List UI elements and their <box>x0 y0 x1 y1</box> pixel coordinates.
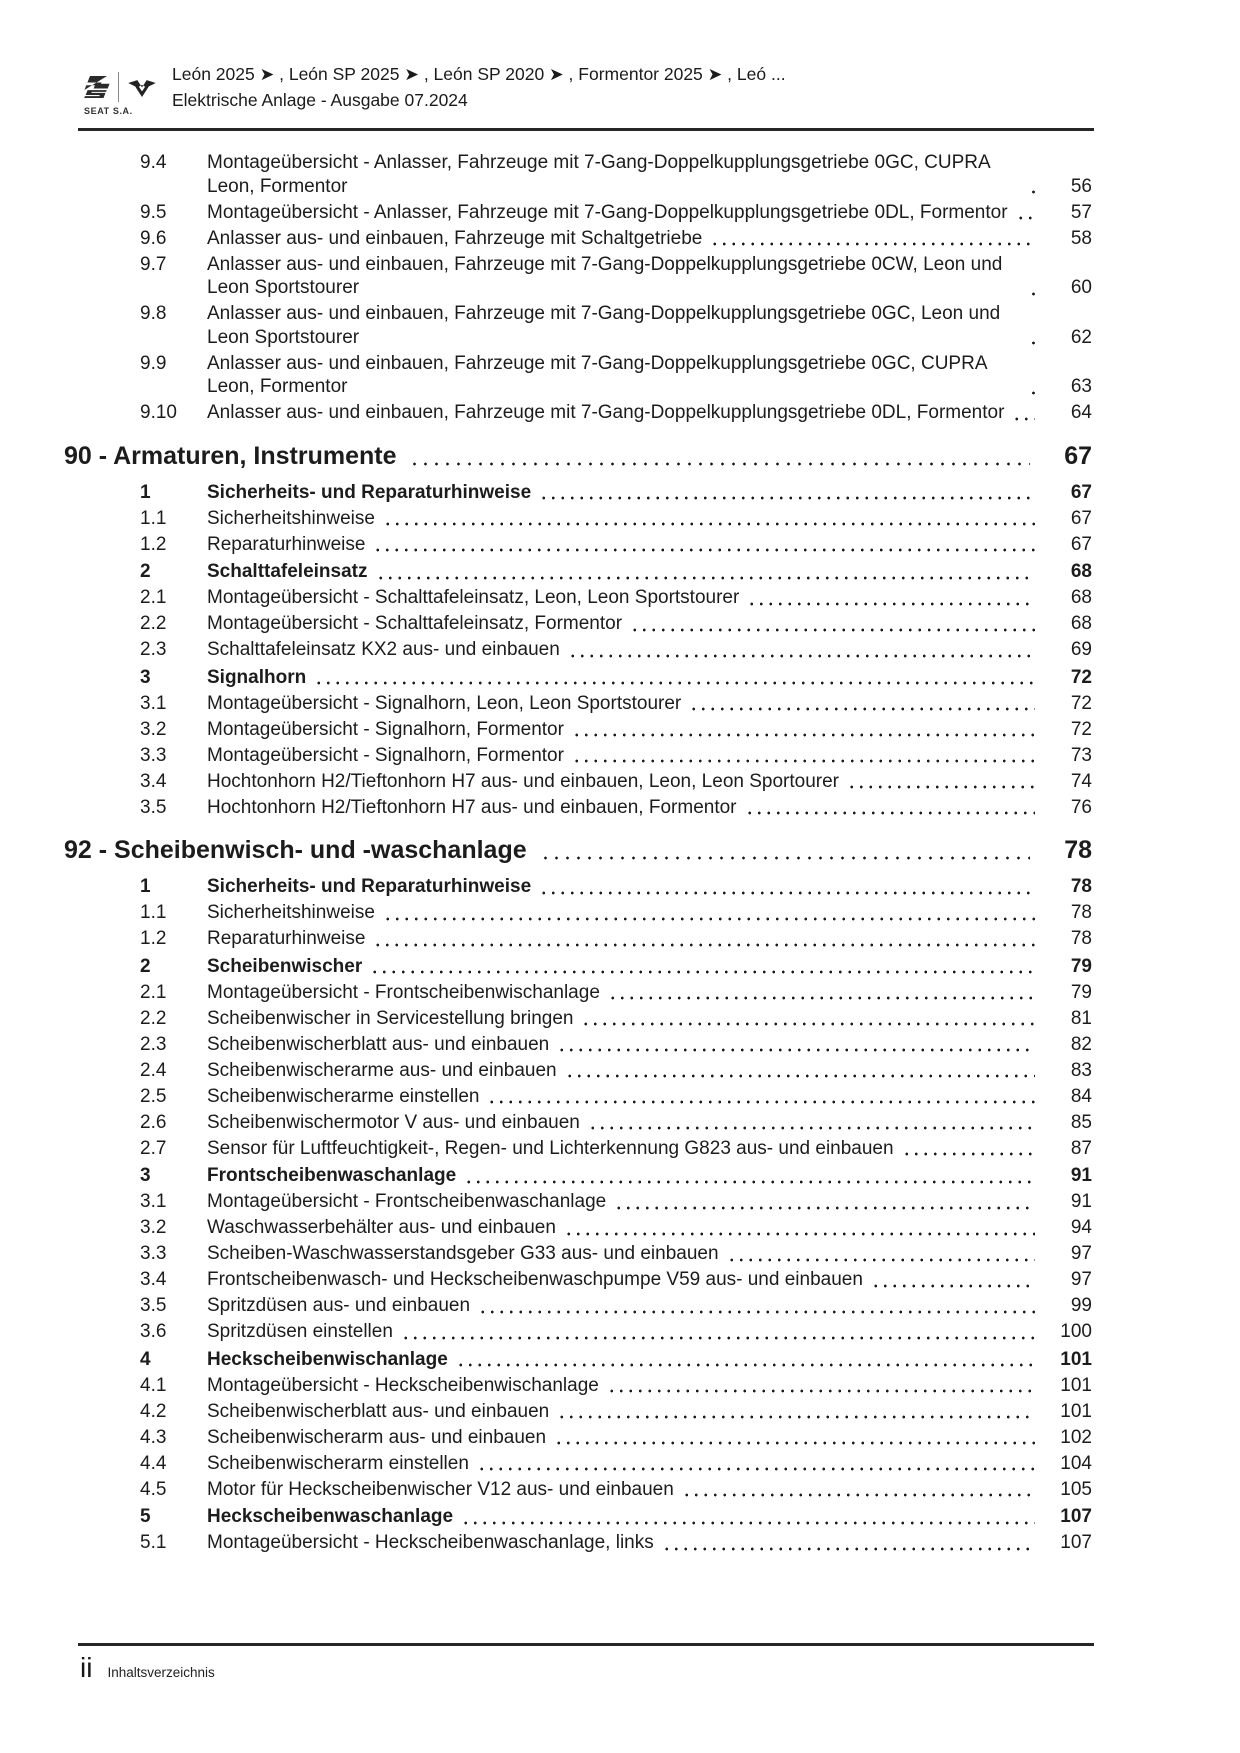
toc-entry-number: 9.9 <box>140 352 167 374</box>
toc-chapter-entry <box>64 441 1092 471</box>
toc-entry-page: 107 <box>1060 1506 1092 1527</box>
toc-entry <box>140 875 1092 899</box>
toc-entry-page: 91 <box>1070 1165 1092 1186</box>
toc-entry-number: 2.1 <box>140 587 167 608</box>
header-titles <box>172 62 1094 113</box>
toc-entry-page: 62 <box>1070 326 1092 348</box>
toc-entry-title: Montageübersicht - Signalhorn, Formentor <box>207 718 564 740</box>
toc-entry-title: Montageübersicht - Frontscheibenwischanlage <box>207 981 600 1003</box>
toc-entry-number: 2.4 <box>140 1059 167 1081</box>
dot-leader <box>611 1193 1035 1214</box>
cupra-logo-icon <box>127 74 157 100</box>
toc-entry-title: Schalttafeleinsatz KX2 aus- und einbauen <box>207 639 560 660</box>
toc-entry-number: 3.1 <box>140 692 167 714</box>
toc-entry <box>140 770 1092 794</box>
toc-entry-number: 1 <box>140 876 151 897</box>
dot-leader <box>453 1350 1035 1371</box>
toc-entry <box>140 586 1092 610</box>
toc-entry-number: 1 <box>140 481 151 503</box>
page-header <box>78 62 1094 116</box>
dot-leader <box>536 878 1035 899</box>
toc-entry-page: 76 <box>1070 796 1092 818</box>
toc-entry <box>140 1268 1092 1292</box>
toc-entry-title: Reparaturhinweise <box>207 533 366 555</box>
toc-entry <box>140 718 1092 742</box>
toc-entry-title: Sicherheits- und Reparaturhinweise <box>207 481 532 503</box>
toc-entry <box>140 481 1092 505</box>
toc-entry-title: Anlasser aus- und einbauen, Fahrzeuge mit 7-Gang-Doppelkupplungsgetriebe 0GC, Leon und Leon Sportstourer <box>207 303 1001 348</box>
toc-entry-title: Hochtonhorn H2/Tieftonhorn H7 aus- und einbauen, Leon, Leon Sportourer <box>207 770 840 792</box>
toc-chapter-title: 92 - Scheibenwisch- und -waschanlage <box>64 836 527 864</box>
toc-entry-number: 3.5 <box>140 796 167 818</box>
toc-entry <box>140 927 1092 951</box>
toc-entry-page: 58 <box>1070 227 1092 249</box>
dot-leader <box>458 1508 1035 1529</box>
toc-entry-title: Montageübersicht - Anlasser, Fahrzeuge mit 7-Gang-Doppelkupplungsgetriebe 0GC, CUPRA Leon, Formentor <box>207 152 990 197</box>
manual-title: Elektrische Anlage - Ausgabe 07.2024 <box>172 89 468 110</box>
toc-entry-page: 72 <box>1070 692 1092 714</box>
toc-entry-page: 107 <box>1060 1532 1092 1553</box>
dot-leader <box>554 1402 1035 1423</box>
toc-entry-page: 97 <box>1070 1243 1092 1264</box>
toc-entry-page: 63 <box>1070 376 1092 397</box>
toc-entry-title: Hochtonhorn H2/Tieftonhorn H7 aus- und einbauen, Formentor <box>207 796 737 818</box>
toc-entry-number: 4.5 <box>140 1478 167 1500</box>
toc-entry <box>140 638 1092 662</box>
toc-entry-title: Montageübersicht - Signalhorn, Formentor <box>207 744 564 766</box>
toc-entry-page: 84 <box>1070 1085 1092 1107</box>
toc-entry-page: 102 <box>1060 1426 1092 1448</box>
toc-entry-title: Heckscheibenwaschanlage <box>207 1506 454 1527</box>
toc-entry-number: 4.4 <box>140 1452 167 1474</box>
dot-leader <box>1025 378 1035 399</box>
toc-entry-title: Anlasser aus- und einbauen, Fahrzeuge mit 7-Gang-Doppelkupplungsgetriebe 0CW, Leon und Leon Sportstourer <box>207 253 1003 298</box>
toc-entry-title: Scheibenwischerarme aus- und einbauen <box>207 1059 557 1081</box>
toc-entry-title: Scheibenwischerarm aus- und einbauen <box>207 1426 547 1448</box>
toc-entry-number: 1.2 <box>140 928 167 949</box>
toc-chapter-title: 90 - Armaturen, Instrumente <box>64 441 397 470</box>
toc-entry <box>140 1007 1092 1031</box>
toc-entry <box>140 401 1092 425</box>
dot-leader <box>475 1297 1035 1318</box>
toc-entry <box>140 560 1092 584</box>
toc-entry-page: 78 <box>1070 902 1092 923</box>
vehicle-models-title: León 2025 ➤ , León SP 2025 ➤ , León SP 2020 ➤ , Formentor 2025 ➤ , Leó ... <box>172 64 786 84</box>
toc-entry-page: 73 <box>1070 744 1092 766</box>
toc-entry <box>140 1505 1092 1529</box>
brand-block <box>84 74 168 116</box>
toc-entry-page: 83 <box>1070 1059 1092 1081</box>
toc-entry-number: 9.5 <box>140 201 167 223</box>
dot-leader <box>1009 404 1035 425</box>
toc-entry-title: Scheibenwischermotor V aus- und einbauen <box>207 1111 580 1133</box>
toc-entry-page: 97 <box>1070 1269 1092 1290</box>
dot-leader <box>536 839 1030 865</box>
toc-entry-page: 72 <box>1070 666 1092 688</box>
dot-leader <box>370 535 1035 556</box>
dot-leader <box>742 798 1036 819</box>
toc-entry <box>140 955 1092 979</box>
dot-leader <box>569 746 1035 767</box>
toc-entry-number: 9.10 <box>140 402 177 423</box>
toc-entry <box>140 744 1092 768</box>
toc-entry-title: Scheibenwischerarme einstellen <box>207 1085 480 1107</box>
toc-entry-title: Scheibenwischerblatt aus- und einbauen <box>207 1400 550 1422</box>
toc-entry-page: 56 <box>1070 175 1092 197</box>
toc-entry <box>140 1059 1092 1083</box>
company-name: SEAT S.A. <box>84 106 133 116</box>
dot-leader <box>604 1376 1035 1397</box>
dot-leader <box>380 904 1035 925</box>
toc-entry-number: 9.6 <box>140 227 167 249</box>
toc-entry-page: 101 <box>1060 1374 1092 1396</box>
toc-entry <box>140 1531 1092 1555</box>
toc-entry-page: 57 <box>1070 201 1092 223</box>
toc-entry-title: Montageübersicht - Heckscheibenwaschanlage, links <box>207 1532 654 1553</box>
dot-leader <box>380 509 1035 530</box>
toc-entry <box>140 1478 1092 1502</box>
toc-entry-page: 85 <box>1070 1111 1092 1133</box>
toc-entry-title: Schalttafeleinsatz <box>207 561 368 582</box>
dot-leader <box>899 1139 1035 1160</box>
toc-entry-number: 9.4 <box>140 152 167 173</box>
dot-leader <box>474 1454 1035 1475</box>
toc-entry <box>140 666 1092 690</box>
toc-entry-page: 67 <box>1070 507 1092 529</box>
toc-chapter-entry <box>64 835 1092 865</box>
seat-logo-icon <box>84 75 110 99</box>
toc-entry-number: 2.7 <box>140 1137 167 1159</box>
dot-leader <box>585 1113 1035 1134</box>
page-number: ii <box>80 1652 93 1683</box>
toc-entry <box>140 692 1092 716</box>
toc-entry-page: 67 <box>1070 533 1092 555</box>
toc-entry-number: 1.1 <box>140 902 167 923</box>
toc-entry-number: 9.8 <box>140 303 167 324</box>
toc-entry-number: 3.1 <box>140 1191 167 1212</box>
dot-leader <box>686 694 1035 715</box>
toc-entry <box>140 1348 1092 1372</box>
toc-entry <box>140 302 1092 349</box>
toc-entry-number: 2.3 <box>140 1033 167 1055</box>
table-of-contents <box>64 151 1092 1557</box>
toc-entry-page: 78 <box>1070 928 1092 949</box>
toc-entry-page: 81 <box>1070 1007 1092 1029</box>
toc-entry <box>140 1426 1092 1450</box>
footer-section-label: Inhaltsverzeichnis <box>107 1665 215 1680</box>
toc-entry-number: 2.6 <box>140 1111 167 1133</box>
toc-entry-number: 3.2 <box>140 1217 167 1238</box>
toc-entry-title: Montageübersicht - Anlasser, Fahrzeuge mit 7-Gang-Doppelkupplungsgetriebe 0DL, Formentor <box>207 201 1008 223</box>
toc-entry-title: Sicherheitshinweise <box>207 507 375 529</box>
dot-leader <box>1025 177 1035 198</box>
toc-entry <box>140 1164 1092 1188</box>
toc-entry-number: 3.4 <box>140 770 167 792</box>
toc-entry-number: 4.1 <box>140 1374 167 1396</box>
toc-entry-page: 91 <box>1070 1191 1092 1212</box>
toc-entry-number: 2.2 <box>140 1007 167 1029</box>
dot-leader <box>868 1271 1035 1292</box>
toc-entry <box>140 796 1092 820</box>
toc-entry-number: 2.3 <box>140 639 167 660</box>
dot-leader <box>679 1480 1035 1501</box>
toc-entry-number: 2.5 <box>140 1085 167 1107</box>
toc-entry-page: 79 <box>1070 981 1092 1003</box>
dot-leader <box>565 641 1035 662</box>
toc-entry-number: 4.3 <box>140 1426 167 1448</box>
toc-entry-number: 2.2 <box>140 613 167 634</box>
toc-entry <box>140 1452 1092 1476</box>
toc-entry-page: 68 <box>1070 587 1092 608</box>
toc-entry-title: Anlasser aus- und einbauen, Fahrzeuge mit 7-Gang-Doppelkupplungsgetriebe 0GC, CUPRA Leon, Formentor <box>207 352 987 397</box>
dot-leader <box>744 589 1035 610</box>
toc-entry-number: 4.2 <box>140 1400 167 1422</box>
toc-entry <box>140 1400 1092 1424</box>
toc-entry-number: 4 <box>140 1348 151 1370</box>
dot-leader <box>569 720 1035 741</box>
dot-leader <box>707 229 1035 250</box>
toc-entry <box>140 612 1092 636</box>
toc-entry-page: 100 <box>1060 1321 1092 1342</box>
toc-entry <box>140 981 1092 1005</box>
dot-leader <box>536 483 1035 504</box>
dot-leader <box>311 668 1035 689</box>
toc-entry-number: 3.4 <box>140 1269 167 1290</box>
header-rule <box>78 128 1094 131</box>
dot-leader <box>578 1009 1035 1030</box>
toc-entry <box>140 1137 1092 1161</box>
toc-entry-page: 67 <box>1070 481 1092 503</box>
toc-entry-number: 3.5 <box>140 1295 167 1316</box>
toc-entry-title: Spritzdüsen aus- und einbauen <box>207 1295 471 1316</box>
dot-leader <box>659 1534 1035 1555</box>
dot-leader <box>405 445 1030 471</box>
dot-leader <box>367 957 1035 978</box>
toc-entry-page: 72 <box>1070 718 1092 740</box>
toc-entry <box>140 227 1092 251</box>
toc-entry <box>140 1190 1092 1214</box>
toc-entry <box>140 533 1092 557</box>
toc-entry-number: 2 <box>140 955 151 977</box>
toc-entry <box>140 1320 1092 1344</box>
toc-entry <box>140 1085 1092 1109</box>
dot-leader <box>461 1167 1035 1188</box>
toc-entry-number: 5 <box>140 1506 151 1527</box>
toc-entry-number: 5.1 <box>140 1532 167 1553</box>
toc-entry <box>140 1294 1092 1318</box>
dot-leader <box>844 772 1035 793</box>
toc-entry <box>140 1216 1092 1240</box>
toc-entry-title: Anlasser aus- und einbauen, Fahrzeuge mit 7-Gang-Doppelkupplungsgetriebe 0DL, Formentor <box>207 402 1005 423</box>
toc-entry <box>140 253 1092 300</box>
toc-entry-title: Montageübersicht - Frontscheibenwaschanlage <box>207 1191 607 1212</box>
toc-entry <box>140 1374 1092 1398</box>
toc-entry-page: 101 <box>1060 1400 1092 1422</box>
toc-entry-title: Motor für Heckscheibenwischer V12 aus- und einbauen <box>207 1478 674 1500</box>
toc-entry-page: 101 <box>1060 1348 1092 1370</box>
toc-entry-title: Montageübersicht - Schalttafeleinsatz, Formentor <box>207 613 623 634</box>
toc-chapter-page: 78 <box>1064 836 1092 864</box>
toc-chapter-page: 67 <box>1064 441 1092 470</box>
toc-entry-title: Montageübersicht - Schalttafeleinsatz, Leon, Leon Sportstourer <box>207 587 740 608</box>
toc-entry-number: 1.1 <box>140 507 167 529</box>
toc-entry-number: 2 <box>140 561 151 582</box>
toc-entry-title: Sensor für Luftfeuchtigkeit-, Regen- und Lichterkennung G823 aus- und einbauen <box>207 1137 894 1159</box>
dot-leader <box>373 563 1036 584</box>
toc-entry-title: Sicherheitshinweise <box>207 902 375 923</box>
brand-logos <box>84 74 168 100</box>
toc-entry-title: Scheibenwischerarm einstellen <box>207 1452 469 1474</box>
dot-leader <box>554 1035 1035 1056</box>
dot-leader <box>605 983 1035 1004</box>
toc-entry-page: 74 <box>1070 770 1092 792</box>
toc-entry-title: Reparaturhinweise <box>207 928 366 949</box>
toc-entry-title: Frontscheibenwaschanlage <box>207 1165 457 1186</box>
toc-entry-number: 3.3 <box>140 744 167 766</box>
toc-entry-number: 3 <box>140 1165 151 1186</box>
toc-entry-page: 99 <box>1070 1295 1092 1316</box>
toc-entry-page: 68 <box>1070 561 1092 582</box>
dot-leader <box>398 1323 1035 1344</box>
toc-entry-title: Montageübersicht - Heckscheibenwischanlage <box>207 1374 599 1396</box>
toc-entry-number: 2.1 <box>140 981 167 1003</box>
toc-entry-page: 78 <box>1070 876 1092 897</box>
dot-leader <box>484 1087 1035 1108</box>
toc-entry-page: 60 <box>1070 277 1092 298</box>
dot-leader <box>551 1428 1035 1449</box>
dot-leader <box>1013 203 1035 224</box>
toc-entry-number: 9.7 <box>140 253 167 275</box>
toc-entry-page: 64 <box>1070 402 1092 423</box>
toc-entry-number: 3.3 <box>140 1243 167 1264</box>
toc-entry-page: 94 <box>1070 1217 1092 1238</box>
toc-entry-title: Frontscheibenwasch- und Heckscheibenwaschpumpe V59 aus- und einbauen <box>207 1269 863 1290</box>
toc-entry <box>140 1242 1092 1266</box>
dot-leader <box>1025 279 1035 300</box>
toc-entry <box>140 507 1092 531</box>
toc-entry-number: 1.2 <box>140 533 167 555</box>
toc-entry-page: 87 <box>1070 1137 1092 1159</box>
toc-entry-title: Scheibenwischer <box>207 955 363 977</box>
toc-entry-page: 105 <box>1060 1478 1092 1500</box>
dot-leader <box>724 1245 1035 1266</box>
toc-entry <box>140 901 1092 925</box>
toc-entry-page: 79 <box>1070 955 1092 977</box>
toc-entry-title: Anlasser aus- und einbauen, Fahrzeuge mit Schaltgetriebe <box>207 227 703 249</box>
toc-entry-title: Heckscheibenwischanlage <box>207 1348 448 1370</box>
toc-entry <box>140 1111 1092 1135</box>
toc-entry-title: Signalhorn <box>207 666 307 688</box>
page-footer <box>78 1643 1094 1683</box>
toc-entry-title: Scheiben-Waschwasserstandsgeber G33 aus- und einbauen <box>207 1243 719 1264</box>
toc-entry <box>140 1033 1092 1057</box>
toc-entry-title: Scheibenwischerblatt aus- und einbauen <box>207 1033 550 1055</box>
toc-entry-title: Montageübersicht - Signalhorn, Leon, Leon Sportstourer <box>207 692 682 714</box>
toc-entry-page: 104 <box>1060 1452 1092 1474</box>
toc-entry-page: 69 <box>1070 639 1092 660</box>
toc-entry-title: Sicherheits- und Reparaturhinweise <box>207 876 532 897</box>
toc-entry-title: Waschwasserbehälter aus- und einbauen <box>207 1217 556 1238</box>
logo-divider <box>118 72 119 102</box>
dot-leader <box>370 930 1035 951</box>
toc-entry-page: 82 <box>1070 1033 1092 1055</box>
toc-entry-number: 3.2 <box>140 718 167 740</box>
toc-entry-number: 3.6 <box>140 1321 167 1342</box>
toc-entry-number: 3 <box>140 666 151 688</box>
dot-leader <box>561 1219 1035 1240</box>
toc-entry <box>140 201 1092 225</box>
dot-leader <box>562 1061 1035 1082</box>
toc-entry-title: Spritzdüsen einstellen <box>207 1321 393 1342</box>
dot-leader <box>627 615 1035 636</box>
toc-entry <box>140 352 1092 399</box>
dot-leader <box>1025 328 1035 349</box>
toc-entry <box>140 151 1092 198</box>
toc-entry-title: Scheibenwischer in Servicestellung bringen <box>207 1007 574 1029</box>
toc-entry-page: 68 <box>1070 613 1092 634</box>
